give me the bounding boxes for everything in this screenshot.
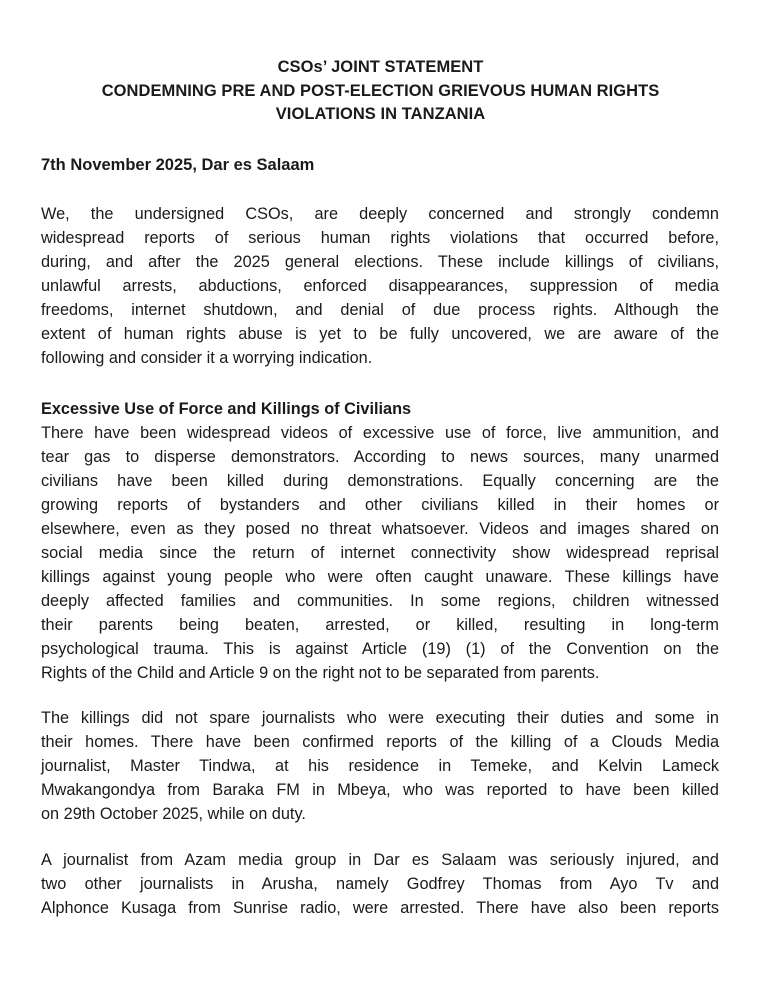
paragraph-line: journalist, Master Tindwa, at his residence in Temeke, and Kelvin Lameck [41,757,719,775]
paragraph-line: We, the undersigned CSOs, are deeply concerned and strongly condemn [41,205,719,223]
paragraph-line: civilians have been killed during demonstrations. Equally concerning are the [41,472,719,490]
dateline: 7th November 2025, Dar es Salaam [41,156,315,174]
paragraph-line: psychological trauma. This is against Article (19) (1) of the Convention on the [41,640,719,658]
journalists-paragraph [41,706,719,826]
force-paragraph [41,421,719,685]
paragraph-line: tear gas to disperse demonstrators. According to news sources, many unarmed [41,448,719,466]
title-line-1: CSOs’ JOINT STATEMENT [277,58,484,76]
paragraph-line: two other journalists in Arusha, namely Godfrey Thomas from Ayo Tv and [41,875,719,893]
title-line-2: CONDEMNING PRE AND POST-ELECTION GRIEVOUS HUMAN RIGHTS [101,81,660,100]
paragraph-line: their parents being beaten, arrested, or killed, resulting in long-term [41,616,719,634]
paragraph-line: following and consider it a worrying indication. [41,349,373,367]
paragraph-line: during, and after the 2025 general elections. These include killings of civilians, [41,253,719,271]
paragraph-line: social media since the return of internet connectivity show widespread reprisal [41,544,719,562]
statement-title [40,56,721,127]
paragraph-line: unlawful arrests, abductions, enforced disappearances, suppression of media [41,277,719,295]
azam-paragraph [41,848,719,920]
paragraph-line: Alphonce Kusaga from Sunrise radio, were arrested. There have also been reports [41,899,719,917]
paragraph-line: There have been widespread videos of excessive use of force, live ammunition, and [41,424,719,442]
paragraph-line: widespread reports of serious human rights violations that occurred before, [41,229,719,247]
paragraph-line: elsewhere, even as they posed no threat whatsoever. Videos and images shared on [41,520,719,538]
paragraph-line: The killings did not spare journalists who were executing their duties and some in [41,709,719,727]
section-heading: Excessive Use of Force and Killings of Civilians [41,400,412,418]
paragraph-line: A journalist from Azam media group in Dar es Salaam was seriously injured, and [41,851,719,869]
intro-paragraph [41,202,719,370]
paragraph-line: on 29th October 2025, while on duty. [41,805,306,823]
paragraph-line: extent of human rights abuse is yet to be fully uncovered, we are aware of the [41,325,719,343]
paragraph-line: killings against young people who were often caught unaware. These killings have [41,568,719,586]
paragraph-line: freedoms, internet shutdown, and denial of due process rights. Although the [41,301,719,319]
paragraph-line: growing reports of bystanders and other civilians killed in their homes or [41,496,719,514]
paragraph-line: their homes. There have been confirmed reports of the killing of a Clouds Media [41,733,719,751]
paragraph-line: deeply affected families and communities. In some regions, children witnessed [41,592,719,610]
paragraph-line: Mwakangondya from Baraka FM in Mbeya, who was reported to have been killed [41,781,719,799]
title-line-3: VIOLATIONS IN TANZANIA [275,105,486,123]
paragraph-line: Rights of the Child and Article 9 on the right not to be separated from parents. [41,664,600,682]
